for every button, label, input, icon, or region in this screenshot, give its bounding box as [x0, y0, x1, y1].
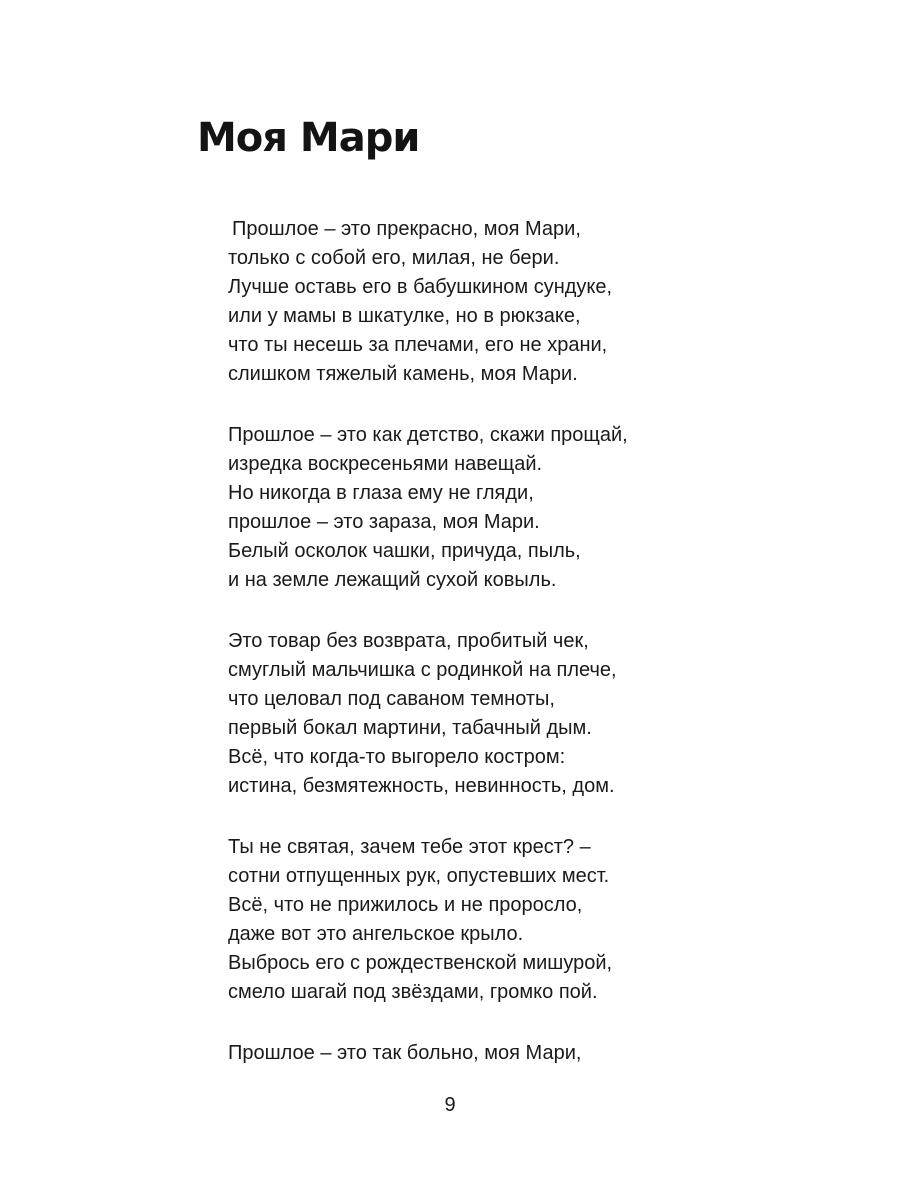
- poem-line: Всё, что когда-то выгорело костром:: [228, 746, 566, 768]
- poem-line: или у мамы в шкатулке, но в рюкзаке,: [228, 305, 581, 327]
- poem-line: Выбрось его с рождественской мишурой,: [228, 952, 613, 974]
- stanza-1: [228, 215, 828, 389]
- poem-body: [228, 215, 828, 1100]
- stanza-3: [228, 627, 828, 801]
- poem-line: только с собой его, милая, не бери.: [228, 247, 560, 269]
- poem-line: Всё, что не прижилось и не проросло,: [228, 894, 583, 916]
- stanza-4: [228, 833, 828, 1007]
- poem-line: смуглый мальчишка с родинкой на плече,: [228, 659, 617, 681]
- poem-line: Белый осколок чашки, причуда, пыль,: [228, 540, 581, 562]
- poem-line: Прошлое – это как детство, скажи прощай,: [228, 424, 628, 446]
- poem-line: что целовал под саваном темноты,: [228, 688, 555, 710]
- poem-line: что ты несешь за плечами, его не храни,: [228, 334, 608, 356]
- poem-line: истина, безмятежность, невинность, дом.: [228, 775, 615, 797]
- poem-line: сотни отпущенных рук, опустевших мест.: [228, 865, 610, 887]
- stanza-5: [228, 1039, 828, 1068]
- poem-line: Лучше оставь его в бабушкином сундуке,: [228, 276, 613, 298]
- poem-line: даже вот это ангельское крыло.: [228, 923, 524, 945]
- poem-line: Прошлое – это так больно, моя Мари,: [228, 1042, 582, 1064]
- stanza-2: [228, 421, 828, 595]
- poem-line: Ты не святая, зачем тебе этот крест? –: [228, 836, 591, 858]
- poem-line: и на земле лежащий сухой ковыль.: [228, 569, 557, 591]
- poem-line: изредка воскресеньями навещай.: [228, 453, 543, 475]
- poem-line: первый бокал мартини, табачный дым.: [228, 717, 592, 739]
- poem-line: слишком тяжелый камень, моя Мари.: [228, 363, 578, 385]
- poem-line: Но никогда в глаза ему не гляди,: [228, 482, 534, 504]
- poem-title: Моя Мари: [197, 115, 420, 161]
- poem-line: Прошлое – это прекрасно, моя Мари,: [232, 218, 581, 240]
- poem-line: смело шагай под звёздами, громко пой.: [228, 981, 598, 1003]
- page-number: 9: [444, 1094, 456, 1116]
- poem-line: прошлое – это зараза, моя Мари.: [228, 511, 540, 533]
- poem-line: Это товар без возврата, пробитый чек,: [228, 630, 589, 652]
